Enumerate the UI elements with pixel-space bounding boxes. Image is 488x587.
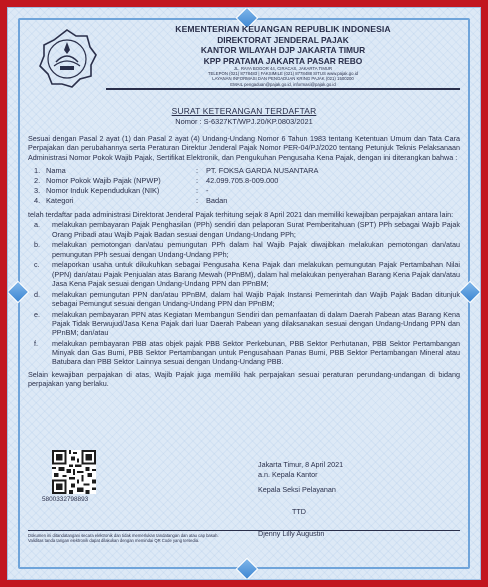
taxpayer-category: Badan	[206, 196, 228, 206]
footer-area	[28, 8, 460, 579]
identity-label: Kategori	[46, 196, 74, 206]
list-text: melakukan pemungutan PPN dan/atau PPnBM, dalam hal Wajib Pajak Instansi Pemerintah dan Wajib Pajak Badan ditunjuk sebagai Pemungut sesuai dengan Undang-Undang PPN dan PPnBM;	[52, 289, 460, 308]
list-marker: d.	[34, 289, 40, 299]
intro-paragraph: Sesuai dengan Pasal 2 ayat (1) dan Pasal 2 ayat (4) Undang-Undang Nomor 6 Tahun 1983 tentang Ketentuan Umum dan Tata Cara Perpajakan dan perubahannya serta Peraturan Direktur Jenderal Pajak Nomor PER-04/PJ/2020 tentang Petunjuk Teknis Pelaksanaan Administrasi Nomor Pokok Wajib Pajak, Sertifikat Elektronik, dan Pengukuhan Pengusaha Kena Pajak, dengan ini diterangkan bahwa :	[28, 134, 460, 162]
list-marker: e.	[34, 309, 40, 319]
identity-number: 2.	[34, 176, 41, 186]
identity-label: Nomor Induk Kependudukan (NIK)	[46, 186, 160, 196]
list-text: melakukan pembayaran Pajak Penghasilan (PPh) sendiri dan pelaporan Surat Pemberitahuan (SPT) PPh sebagai Wajib Pajak Orang Pribadi atau Wajib Pajak Badan sesuai dengan Undang-Undang PPh;	[52, 220, 460, 239]
list-marker: f.	[34, 338, 38, 348]
document-number: Nomor : S-6327KT/WPJ.20/KP.0803/2021	[175, 116, 313, 126]
list-marker: b.	[34, 240, 40, 250]
identity-separator: :	[196, 166, 199, 176]
footer-note-line: Validitas tanda tangan elektronik dapat dilakukan dengan memindai QR Code yang tersedia.	[28, 538, 200, 544]
identity-number: 4.	[34, 196, 41, 206]
document-title: SURAT KETERANGAN TERDAFTAR	[171, 106, 317, 116]
list-text: melaporkan usaha untuk dikukuhkan sebagai Pengusaha Kena Pajak dan melakukan pemungutan Pajak Pertambahan Nilai (PPN) dan/atau Pajak Penjualan atas Barang Mewah (PPnBM), dalam hal melakukan penyerahan Barang Kena Pajak dan/atau Jasa Kena Pajak sesuai dengan Undang-Undang PPN dan PPnBM;	[52, 260, 460, 288]
taxpayer-name: PT. FOKSA GARDA NUSANTARA	[206, 166, 319, 176]
identity-number: 3.	[34, 186, 41, 196]
registration-paragraph: telah terdaftar pada administrasi Direktorat Jenderal Pajak terhitung sejak 8 April 2021 dan memiliki kewajiban perpajakan antara lain:	[28, 210, 454, 220]
signature-on-behalf: a.n. Kepala Kantor	[258, 469, 318, 479]
closing-paragraph: Selain kewajiban perpajakan di atas, Wajib Pajak juga memiliki hak perpajakan sesuai peraturan perundang-undangan di bidang perpajakan yang berlaku.	[28, 369, 460, 388]
office-contact-line: TELEPON (021) 8778483 | FAKSIMILE (021) 8778488 SITUS www.pajak.go.id	[207, 71, 359, 77]
list-text: melakukan pemotongan dan/atau pemungutan PPh dalam hal Wajib Pajak diwajibkan melakukan pemotongan dan/atau pemungutan PPh sesuai dengan Undang-Undang PPh;	[52, 240, 460, 259]
list-marker: a.	[34, 220, 40, 230]
taxpayer-nik: -	[206, 186, 209, 196]
footer-note-line: Dokumen ini ditandatangani secara elektronik dan tidak memerlukan tandatangan dan atau cap basah.	[28, 533, 219, 538]
ministry-name: KEMENTERIAN KEUANGAN REPUBLIK INDONESIA	[175, 24, 391, 34]
tax-office-name: KPP PRATAMA JAKARTA PASAR REBO	[203, 55, 363, 66]
signatory-name: Djenny Lilly Augustin	[258, 528, 325, 538]
identity-label: Nomor Pokok Wajib Pajak (NPWP)	[46, 176, 161, 186]
signature-ttd: TTD	[292, 507, 306, 517]
office-email-line: EMAIL pengaduan@pajak.go.id, informasi@pajak.go.id	[230, 81, 336, 87]
office-service-line: LAYANAN INFORMASI DAN PENGADUAN KRING PAJAK (021) 1500200	[212, 76, 354, 82]
regional-office-name: KANTOR WILAYAH DJP JAKARTA TIMUR	[200, 45, 366, 56]
signature-place-date: Jakarta Timur, 8 April 2021	[258, 460, 344, 469]
identity-label: Nama	[46, 166, 66, 176]
footer-divider	[28, 530, 460, 531]
identity-separator: :	[196, 186, 199, 196]
taxpayer-npwp: 42.099.705.8-009.000	[206, 176, 279, 186]
directorate-name: DIREKTORAT JENDERAL PAJAK	[217, 35, 349, 45]
certificate-paper	[7, 7, 481, 580]
footer-notes	[28, 533, 460, 544]
office-address-line: JL. RAYA BOGOR 44, CIRACAS, JAKARTA TIMUR	[233, 65, 333, 71]
identity-number: 1.	[34, 166, 41, 176]
identity-separator: :	[196, 176, 199, 186]
list-marker: c.	[34, 260, 40, 270]
signature-position: Kepala Seksi Pelayanan	[258, 485, 336, 495]
list-text: melakukan pembayaran PBB atas objek pajak PBB Sektor Perkebunan, PBB Sektor Perhutanan, PBB Sektor Pertambangan Minyak dan Gas Bumi, PBB Sektor Pertambangan untuk Pengusahaan Panas Bumi, PBB Sektor Pertambangan Mineral atau Batubara dan PBB Sektor Lainnya sesuai dengan Undang-Undang PBB.	[52, 338, 460, 367]
list-text: melakukan pembayaran PPN atas Kegiatan Membangun Sendiri dan pemanfaatan di dalam Daerah Pabean atas Barang Kena Pajak Tidak Berwujud/Jasa Kena Pajak dari luar Daerah Pabean yang dilaksanakan sesuai dengan Undang-Undang PPN dan PPnBM; dan/atau	[52, 309, 460, 338]
qr-code-number: 5800332798893	[42, 496, 89, 503]
identity-separator: :	[196, 196, 199, 206]
